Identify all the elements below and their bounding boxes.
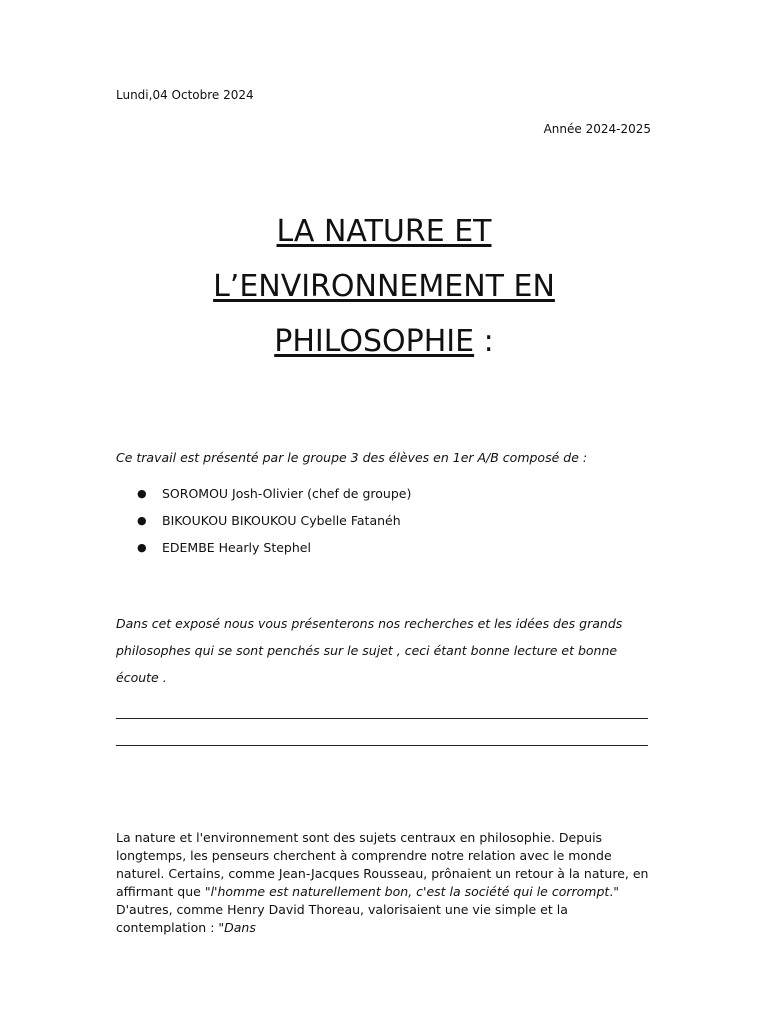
member-name: BIKOUKOU BIKOUKOU Cybelle Fatanéh <box>162 513 401 528</box>
body-text-part-2: ." D'autres, comme Henry David Thoreau, valorisaient une vie simple et la contemplation : " <box>116 884 620 935</box>
list-item <box>116 512 411 539</box>
thoreau-quote: Dans <box>224 920 256 935</box>
body-paragraph <box>116 829 656 937</box>
member-name: SOROMOU Josh-Olivier (chef de groupe) <box>162 486 412 501</box>
body-text-part-1: La nature et l'environnement sont des sujets centraux en philosophie. Depuis longtemps, les penseurs cherchent à comprendre notre relation avec le monde naturel. Certains, comme Jean-Jacques Rousseau, prônaient un retour à la nature, en affirmant que " <box>116 830 649 899</box>
member-list <box>116 485 411 566</box>
bullet-icon: ● <box>137 487 147 500</box>
title-line-2: L’ENVIRONNEMENT EN <box>213 269 555 304</box>
title-colon: : <box>474 324 494 359</box>
bullet-icon: ● <box>137 541 147 554</box>
document-date: Lundi,04 Octobre 2024 <box>116 88 254 102</box>
list-item <box>116 485 411 512</box>
title-line-3: PHILOSOPHIE <box>274 324 475 359</box>
member-name: EDEMBE Hearly Stephel <box>162 540 311 555</box>
bullet-icon: ● <box>137 514 147 527</box>
presentation-line-2: philosophes qui se sont penchés sur le sujet , ceci étant bonne lecture et bonne <box>116 643 618 658</box>
rousseau-quote: l'homme est naturellement bon, c'est la société qui le corrompt <box>210 884 610 899</box>
school-year: Année 2024-2025 <box>543 122 651 136</box>
list-item <box>116 539 411 566</box>
group-intro: Ce travail est présenté par le groupe 3 des élèves en 1er A/B composé de : <box>116 450 588 465</box>
presentation-paragraph <box>116 610 652 691</box>
presentation-line-1: Dans cet exposé nous vous présenterons nos recherches et les idées des grands <box>116 616 623 631</box>
document-title <box>0 204 768 369</box>
presentation-line-3: écoute . <box>116 670 167 685</box>
separator-line <box>116 745 648 746</box>
title-line-1: LA NATURE ET <box>276 214 492 249</box>
separator-line <box>116 718 648 719</box>
